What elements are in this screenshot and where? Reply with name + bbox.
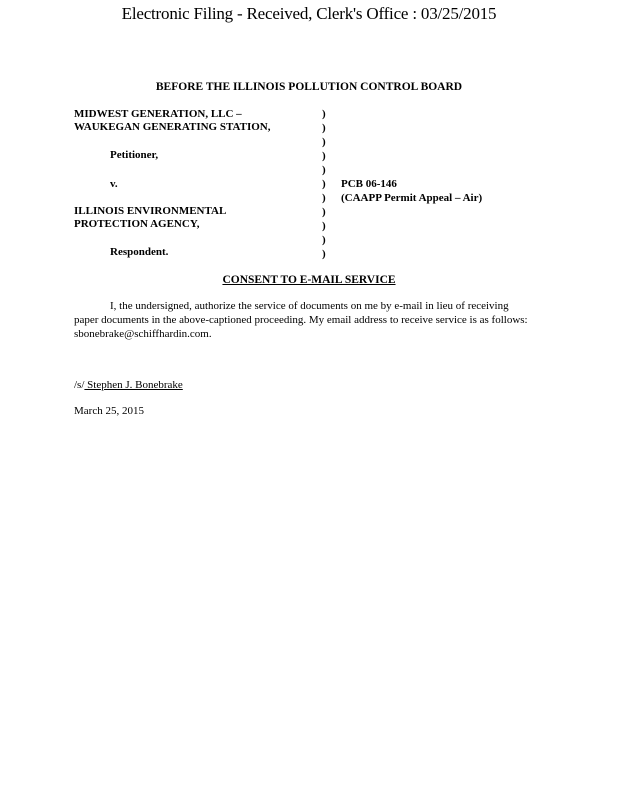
versus: v. [110,178,118,190]
caption-paren: ) [322,164,326,176]
respondent-name-line2: PROTECTION AGENCY, [74,218,200,230]
signature-prefix: /s/ [74,379,85,391]
caption-paren: ) [322,192,326,204]
board-title: BEFORE THE ILLINOIS POLLUTION CONTROL BOARD [155,81,463,93]
caption-paren: ) [322,150,326,162]
respondent-name-line1: ILLINOIS ENVIRONMENTAL [74,205,227,217]
filing-stamp: Electronic Filing - Received, Clerk's Office : 03/25/2015 [121,4,497,23]
petitioner-name-line1: MIDWEST GENERATION, LLC – [74,108,242,120]
signature-name: Stephen J. Bonebrake [84,379,183,391]
caption-paren: ) [322,136,326,148]
caption-paren: ) [322,122,326,134]
caption-paren: ) [322,108,326,120]
case-number: PCB 06-146 [341,178,397,190]
case-caption [74,108,554,268]
caption-paren: ) [322,248,326,260]
petitioner-label: Petitioner, [110,149,159,161]
signature-line [74,379,183,391]
caption-paren: ) [322,234,326,246]
document-title: CONSENT TO E-MAIL SERVICE [222,274,396,286]
consent-paragraph [74,299,534,341]
caption-paren: ) [322,178,326,190]
caption-paren: ) [322,220,326,232]
petitioner-name-line2: WAUKEGAN GENERATING STATION, [74,121,271,133]
caption-paren: ) [322,206,326,218]
respondent-label: Respondent. [110,246,169,258]
signature-date: March 25, 2015 [74,405,144,417]
consent-text: I, the undersigned, authorize the service of documents on me by e-mail in lieu of receiving paper documents in the above-captioned proceeding. My email address to receive service is as follows: sbonebrake@schiffhardin.com. [74,300,528,340]
case-type: (CAAPP Permit Appeal – Air) [341,192,483,204]
